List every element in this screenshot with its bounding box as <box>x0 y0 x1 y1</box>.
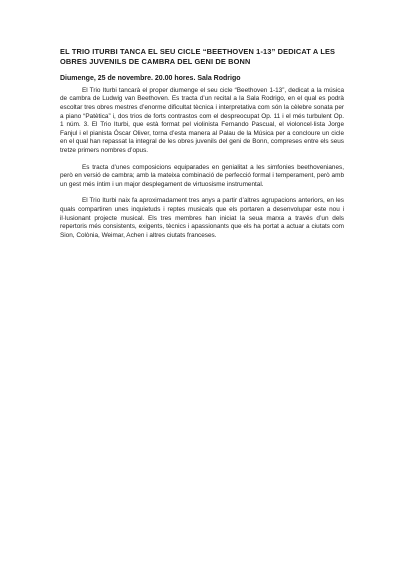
article <box>60 47 344 248</box>
article-paragraph-3: El Trio Iturbi naix fa aproximadament tres anys a partir d’altres agrupacions anteriors, en les quals compartiren unes inquietuds i reptes musicals que els portaren a desenvolupar este nou i il·lusionant projecte musical. Els tres membres han iniciat la seua marxa a través d’un dels repertoris més consistents, exigents, tècnics i apassionants que els ha portat a actuar a ciutats com Sion, Colònia, Weimar, Achen i altres ciutats franceses. <box>60 197 344 239</box>
article-title: EL TRIO ITURBI TANCA EL SEU CICLE “BEETHOVEN 1-13” DEDICAT A LES OBRES JUVENILS DE CAMBRA DEL GENI DE BONN <box>60 47 336 67</box>
event-date-place: Diumenge, 25 de novembre. 20.00 hores. Sala Rodrigo <box>60 74 241 82</box>
article-paragraph-2: Es tracta d’unes composicions equiparades en genialitat a les simfonies beethovenianes, però en versió de cambra; amb la mateixa combinació de perfecció formal i temperament, però amb un gest més íntim i un major desplegament de virtuosisme instrumental. <box>60 163 344 188</box>
article-paragraph-1: El Trio Iturbi tancarà el proper diumenge el seu cicle “Beethoven 1-13”, dedicat a la música de cambra de Ludwig van Beethoven. Es tracta d’un recital a la Sala Rodrigo, en el qual es podrà escoltar tres obres mestres d’enorme dificultat tècnica i interpretativa com són la cèlebre sonata per a piano “Patètica” i, dos trios de forts contrastos com el despreocupat Op. 11 i el més turbulent Op. 1 núm. 3. El Trio Iturbi, que està format pel violinista Fernando Pascual, el violoncel·lista Jorge Fanjul i el pianista Óscar Oliver, torna d’esta manera al Palau de la Música per a concloure un cicle en el qual han repassat la integral de les obres juvenils del geni de Bonn, compreses entre els seus tretze primers nombres d’opus. <box>60 86 344 154</box>
